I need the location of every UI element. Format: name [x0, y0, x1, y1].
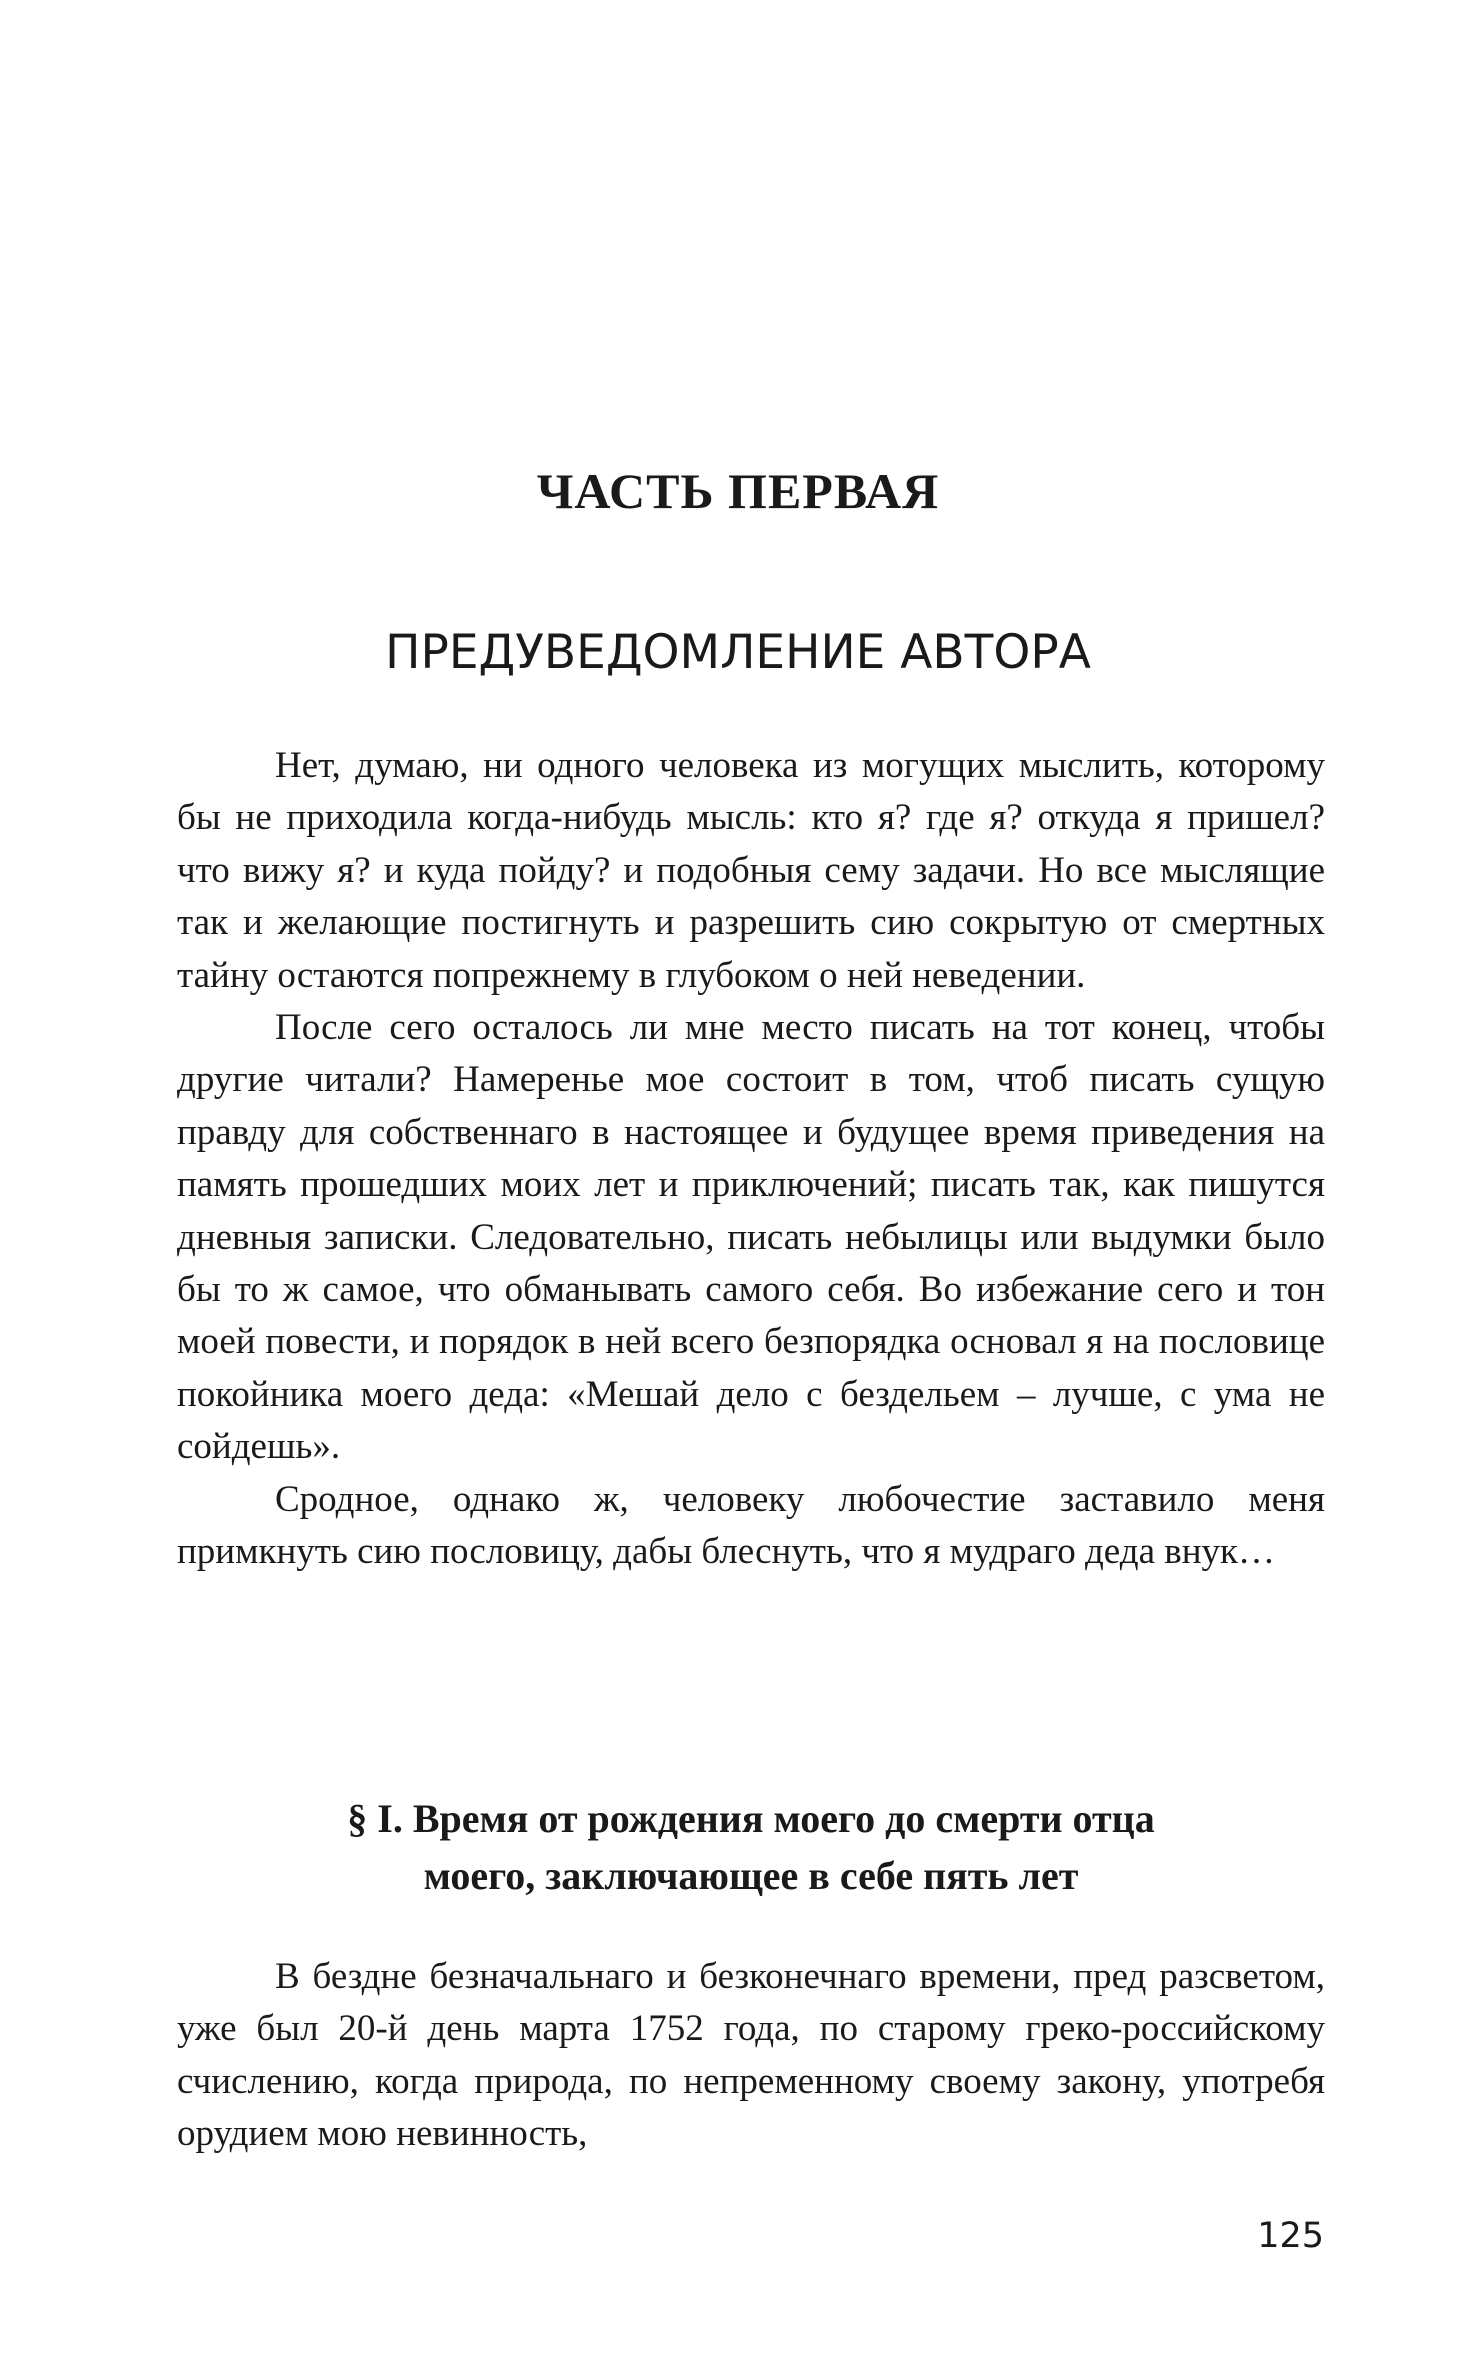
section-title-line-1: § I. Время от рождения моего до смерти отца	[347, 1796, 1155, 1841]
preface-paragraph-3: Сродное, однако ж, человеку любочестие заставило меня примкнуть сию пословицу, дабы блеснуть, что я мудраго деда внук…	[177, 1478, 1325, 1573]
preface-paragraph-2: После сего осталось ли мне место писать на тот конец, чтобы другие читали? Намеренье мое состоит в том, чтоб писать сущую правду для собственнаго в настоящее и будущее время приведения на память прошедших моих лет и приключений; писать так, как пишутся дневныя записки. Следовательно, писать небылицы или выдумки было бы то ж самое, что обманывать самого себя. Во избежание сего и тон моей повести, и порядок в ней всего безпорядка основал я на пословице покойника моего деда: «Мешай дело с бездельем – лучше, с ума не сойдешь».	[177, 1007, 1325, 1468]
page-number: 125	[1257, 2216, 1324, 2256]
preface-body	[177, 740, 1325, 1579]
section-paragraph-1: В бездне безначальнаго и безконечнаго времени, пред разсветом, уже был 20-й день марта 1752 года, по старому греко-российскому счислению, когда природа, по непременному своему закону, употребя орудием мою невинность,	[177, 1956, 1325, 2155]
preface-paragraph-1: Нет, думаю, ни одного человека из могущих мыслить, которому бы не приходила когда-нибудь мысль: кто я? где я? откуда я пришел? что вижу я? и куда пойду? и подобныя сему задачи. Но все мыслящие так и желающие постигнуть и разрешить сию сокрытую от смертных тайну остаются попрежнему в глубоком о ней неведении.	[177, 745, 1325, 996]
section-title	[177, 1790, 1325, 1904]
section-title-line-2: моего, заключающее в себе пять лет	[423, 1853, 1079, 1898]
section-body	[177, 1951, 1325, 2161]
preface-title: ПРЕДУВЕДОМЛЕНИЕ АВТОРА	[385, 625, 1091, 680]
part-title: ЧАСТЬ ПЕРВАЯ	[536, 463, 940, 519]
